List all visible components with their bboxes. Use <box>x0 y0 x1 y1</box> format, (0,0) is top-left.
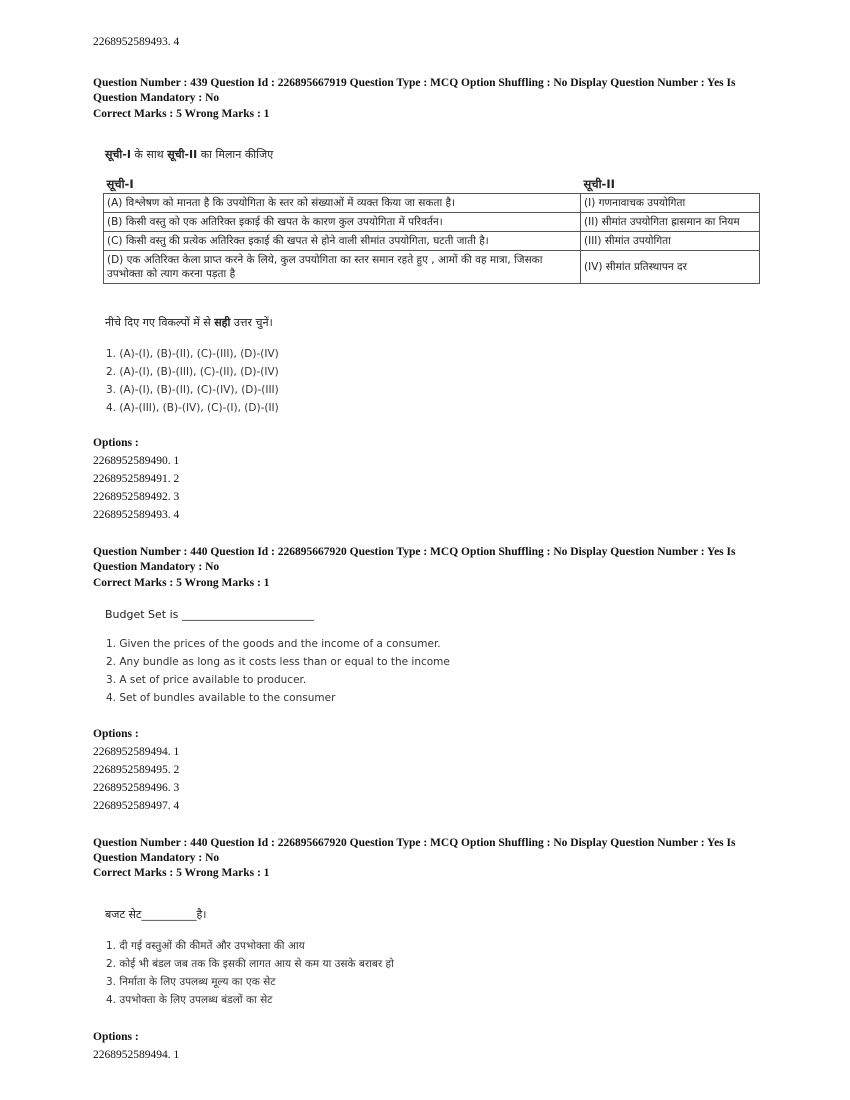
table-header-row <box>104 177 760 194</box>
matching-table <box>103 177 760 284</box>
choice-item: 3. A set of price available to producer. <box>106 674 307 686</box>
row-d-right: (IV) सीमांत प्रतिस्थापन दर <box>581 251 760 284</box>
choice-item: 2. Any bundle as long as it costs less than or equal to the income <box>106 656 450 668</box>
table-row <box>104 194 760 213</box>
options-label: Options : <box>93 1031 139 1043</box>
question-header: Question Number : 440 Question Id : 226895667920 Question Type : MCQ Option Shuffling : No Display Question Number : Yes Is Question Mandatory : No <box>93 546 736 573</box>
option-item: 2268952589494. 1 <box>93 1049 180 1061</box>
prompt-list1: सूची-I <box>105 148 131 161</box>
table-row <box>104 251 760 284</box>
option-item: 2268952589493. 4 <box>93 509 180 521</box>
row-d-left: (D) एक अतिरिक्त केला प्राप्त करने के लिये, कुल उपयोगिता का स्तर समान रहते हुए , आमों की वह मात्रा, जिसका उपभोक्ता को त्याग करना पड़ता है <box>104 251 581 284</box>
question-prompt: Budget Set is ________________________ <box>105 608 314 621</box>
option-item: 2268952589490. 1 <box>93 455 180 467</box>
choice-item: 1. दी गई वस्तुओं की कीमतें और उपभोक्ता की आय <box>106 940 305 952</box>
choice-item: 2. कोई भी बंडल जब तक कि इसकी लागत आय से कम या उसके बराबर हो <box>106 958 394 970</box>
prompt-end: का मिलान कीजिए <box>197 148 274 161</box>
instruction-pre: नीचे दिए गए विकल्पों में से <box>105 316 215 329</box>
question-marks: Correct Marks : 5 Wrong Marks : 1 <box>93 108 270 120</box>
question-prompt: बजट सेट__________है। <box>105 908 207 921</box>
question-instruction <box>105 314 273 332</box>
col1-header: सूची-I <box>106 177 134 191</box>
question-header: Question Number : 439 Question Id : 226895667919 Question Type : MCQ Option Shuffling : No Display Question Number : Yes Is Question Mandatory : No <box>93 77 736 104</box>
row-b-right: (II) सीमांत उपयोगिता ह्रासमान का नियम <box>581 213 760 232</box>
instruction-post: उत्तर चुनें। <box>230 316 273 329</box>
row-a-left: (A) विश्लेषण को मानता है कि उपयोगिता के स्तर को संख्याओं में व्यक्त किया जा सकता है। <box>104 194 581 213</box>
choice-item: 3. (A)-(I), (B)-(II), (C)-(IV), (D)-(III) <box>106 384 279 396</box>
question-marks: Correct Marks : 5 Wrong Marks : 1 <box>93 577 270 589</box>
options-list <box>93 743 179 815</box>
option-item: 2268952589494. 1 <box>93 746 180 758</box>
option-item: 2268952589496. 3 <box>93 782 180 794</box>
row-a-right: (I) गणनावाचक उपयोगिता <box>581 194 760 213</box>
question-marks: Correct Marks : 5 Wrong Marks : 1 <box>93 867 270 879</box>
col2-header: सूची-II <box>583 177 615 191</box>
instruction-bold: सही <box>214 316 231 329</box>
row-b-left: (B) किसी वस्तु को एक अतिरिक्त इकाई की खपत के कारण कुल उपयोगिता में परिवर्तन। <box>104 213 581 232</box>
options-list <box>93 452 179 524</box>
table-row <box>104 213 760 232</box>
options-label: Options : <box>93 728 139 740</box>
option-item: 2268952589492. 3 <box>93 491 180 503</box>
page-top-line: 2268952589493. 4 <box>93 36 180 48</box>
prompt-list2: सूची-II <box>167 148 198 161</box>
choice-list <box>106 937 394 1009</box>
choice-list <box>106 345 279 417</box>
row-c-right: (III) सीमांत उपयोगिता <box>581 232 760 251</box>
options-label: Options : <box>93 437 139 449</box>
options-list <box>93 1046 179 1064</box>
row-c-left: (C) किसी वस्तु की प्रत्येक अतिरिक्त इकाई की खपत से होने वाली सीमांत उपयोगिता, घटती जाती है। <box>104 232 581 251</box>
table-row <box>104 232 760 251</box>
choice-item: 3. निर्माता के लिए उपलब्ध मूल्य का एक सेट <box>106 976 276 988</box>
option-item: 2268952589497. 4 <box>93 800 180 812</box>
choice-item: 4. उपभोक्ता के लिए उपलब्ध बंडलों का सेट <box>106 994 273 1006</box>
option-item: 2268952589491. 2 <box>93 473 180 485</box>
question-prompt <box>105 146 273 164</box>
option-item: 2268952589495. 2 <box>93 764 180 776</box>
question-header: Question Number : 440 Question Id : 226895667920 Question Type : MCQ Option Shuffling : No Display Question Number : Yes Is Question Mandatory : No <box>93 837 736 864</box>
choice-item: 4. Set of bundles available to the consumer <box>106 692 336 704</box>
prompt-mid: के साथ <box>130 148 168 161</box>
choice-list <box>106 635 450 707</box>
choice-item: 1. Given the prices of the goods and the income of a consumer. <box>106 638 441 650</box>
choice-item: 4. (A)-(III), (B)-(IV), (C)-(I), (D)-(II) <box>106 402 279 414</box>
choice-item: 2. (A)-(I), (B)-(III), (C)-(II), (D)-(IV) <box>106 366 279 378</box>
choice-item: 1. (A)-(I), (B)-(II), (C)-(III), (D)-(IV) <box>106 348 279 360</box>
